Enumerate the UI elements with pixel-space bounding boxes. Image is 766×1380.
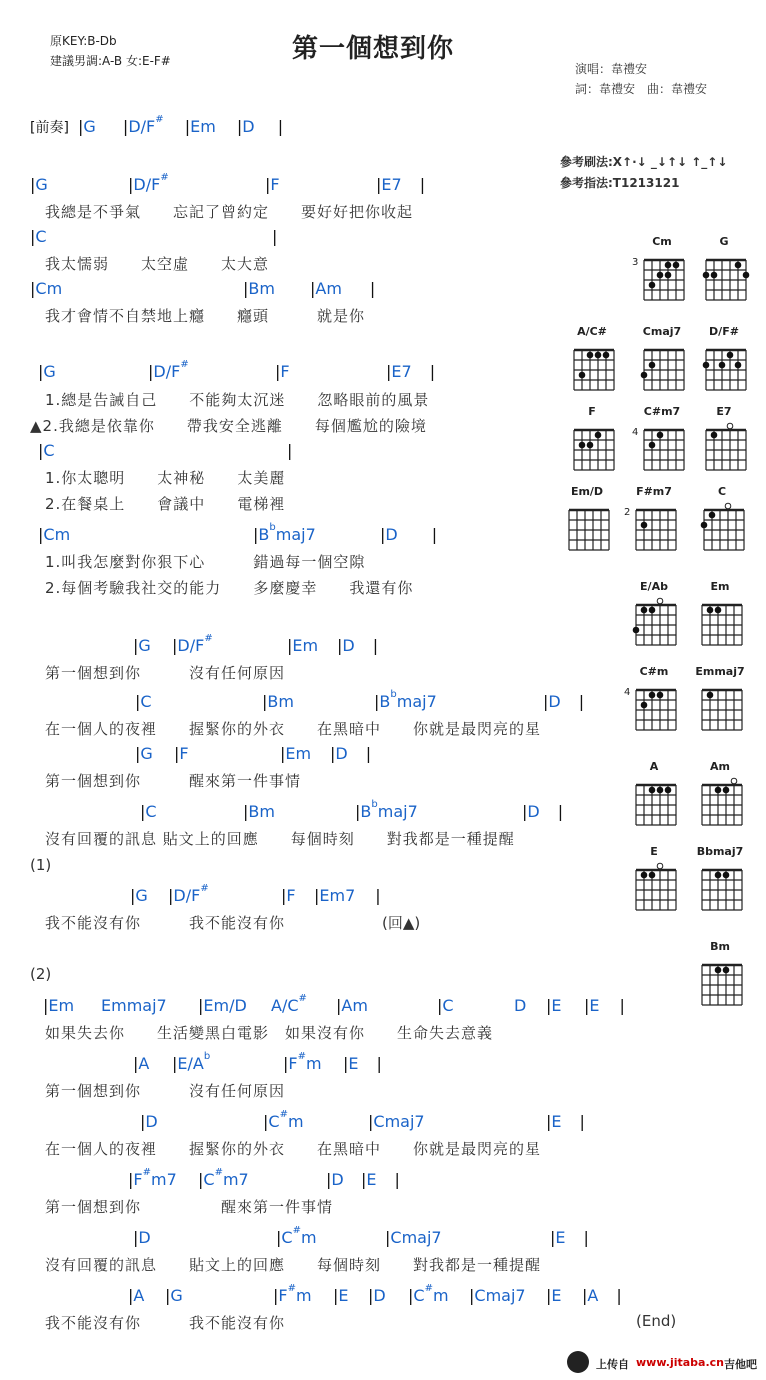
song-title: 第一個想到你: [292, 34, 455, 64]
intro-tag: [前奏]: [30, 120, 69, 136]
fretboard-grid: [632, 682, 684, 734]
site-name: 吉他吧: [724, 1358, 757, 1371]
end-label: (End): [636, 1312, 677, 1330]
finger-dot: [743, 272, 750, 279]
finger-dot: [649, 282, 656, 289]
finger-dot: [723, 872, 730, 879]
finger-dot: [665, 262, 672, 269]
finger-dot: [595, 432, 602, 439]
fretboard-grid: [632, 597, 684, 649]
fretboard-grid: [702, 422, 754, 474]
finger-dot: [641, 702, 648, 709]
fretboard-grid: [698, 777, 750, 829]
finger-dot: [727, 352, 734, 359]
finger-dot: [709, 512, 716, 519]
chord: D/F#: [128, 114, 164, 136]
finger-dot: [725, 503, 731, 509]
chord-diagram-label: F#m7: [636, 485, 672, 498]
finger-dot: [673, 262, 680, 269]
finger-dot: [715, 967, 722, 974]
chord-diagram: [624, 485, 684, 554]
finger-dot: [657, 787, 664, 794]
chord-diagram: [698, 940, 750, 1009]
finger-dot: [657, 863, 663, 869]
chord-diagram-label: E: [650, 845, 658, 858]
chord-diagram: [698, 760, 750, 829]
chord-diagram-label: Bm: [710, 940, 730, 953]
chord-diagram-label: C: [717, 485, 727, 498]
chord-diagram-label: Am: [710, 760, 730, 773]
finger-dot: [711, 272, 718, 279]
upload-label: 上传自: [596, 1358, 629, 1371]
chord: G: [83, 117, 96, 136]
lyric-line: 我太懦弱 太空虛 太大意: [45, 255, 270, 273]
chord-diagram-label: Em/D: [570, 485, 604, 498]
finger-dot: [603, 352, 610, 359]
chord-diagram: [640, 325, 692, 394]
chord-diagram: [702, 325, 754, 394]
chord-diagram: [632, 405, 692, 474]
chord-line: |G: [30, 175, 48, 194]
lyric-line: 在一個人的夜裡 握緊你的外衣 在黑暗中 你就是最閃亮的星: [45, 1140, 542, 1158]
finger-dot: [735, 262, 742, 269]
fretboard-grid: [698, 597, 750, 649]
fret-number: 2: [624, 507, 631, 518]
finger-dot: [657, 598, 663, 604]
lyric-line: 第一個想到你 沒有任何原因: [45, 664, 286, 682]
finger-dot: [595, 352, 602, 359]
fretboard-grid: [632, 862, 684, 914]
chord-diagram: [565, 485, 617, 554]
finger-dot: [657, 272, 664, 279]
singer-credit: 演唱：韋禮安: [575, 62, 648, 76]
original-key: 原KEY:B-Db: [50, 34, 117, 48]
finger-dot: [711, 432, 718, 439]
guitar-logo-icon: [567, 1351, 589, 1373]
chord-diagram: [632, 235, 692, 304]
finger-dot: [703, 272, 710, 279]
fretboard-grid: [698, 682, 750, 734]
lyric-line: 第一個想到你 沒有任何原因: [45, 1082, 286, 1100]
lyric-line: 2.每個考驗我社交的能力 多麼慶幸 我還有你: [45, 579, 414, 597]
repeat-label: (回▲): [382, 914, 421, 932]
finger-dot: [641, 522, 648, 529]
chord-diagram-label: A/C#: [577, 325, 607, 338]
fretboard-grid: [565, 502, 617, 554]
finger-dot: [715, 872, 722, 879]
chord-diagram-label: E/Ab: [640, 580, 668, 593]
chord-diagram: [624, 665, 684, 734]
finger-dot: [703, 362, 710, 369]
fretboard-grid: [698, 862, 750, 914]
chord-diagram-label: F: [588, 405, 596, 418]
fretboard-grid: [570, 422, 622, 474]
lyric-line: 我總是不爭氣 忘記了曾約定 要好好把你收起: [45, 203, 414, 221]
writer-credit: 詞：韋禮安 曲：韋禮安: [575, 82, 708, 96]
fretboard-grid: [640, 342, 692, 394]
lyric-line: 1.叫我怎麼對你狠下心 錯過每一個空隙: [45, 553, 366, 571]
chord: Em: [190, 117, 216, 136]
fretboard-grid: [702, 252, 754, 304]
fret-number: 4: [624, 687, 631, 698]
strum-pattern: 參考刷法:X↑·↓ _↓↑↓ ↑_↑↓: [560, 155, 728, 169]
finger-dot: [727, 423, 733, 429]
finger-dot: [723, 967, 730, 974]
chord-diagram: [702, 235, 754, 304]
lyric-line: 沒有回覆的訊息 貼文上的回應 每個時刻 對我都是一種提醒: [45, 830, 515, 848]
fretboard-grid: [640, 422, 692, 474]
chord-diagram: [632, 580, 684, 649]
intro-line: [前奏] |G |D/F# |Em |D |: [30, 114, 284, 136]
chord-diagram-label: Cmaj7: [642, 325, 682, 338]
lyric-line: 第一個想到你 醒來第一件事情: [45, 772, 302, 790]
chord-diagram: [702, 405, 754, 474]
finger-dot: [735, 362, 742, 369]
finger-dot: [649, 442, 656, 449]
finger-dot: [649, 607, 656, 614]
lyric-line: 我才會情不自禁地上癮 癮頭 就是你: [45, 307, 366, 325]
chord-diagram: [632, 760, 684, 829]
finger-dot: [719, 362, 726, 369]
lyric-line: 我不能沒有你 我不能沒有你: [45, 1314, 286, 1332]
section-label-2: (2): [30, 965, 52, 983]
finger-dot: [579, 442, 586, 449]
finger-dot: [731, 778, 737, 784]
fretboard-grid: [700, 502, 752, 554]
site-url[interactable]: www.jitaba.cn: [636, 1356, 725, 1369]
fret-number: 3: [632, 257, 639, 268]
finger-dot: [649, 362, 656, 369]
fretboard-grid: [640, 252, 692, 304]
lyric-line: 1.你太聰明 太神秘 太美麗: [45, 469, 286, 487]
chord: D: [242, 117, 255, 136]
chord-diagram: [695, 665, 750, 734]
chord-diagram-label: C#m: [639, 665, 669, 678]
finger-dot: [587, 352, 594, 359]
finger-dot: [715, 787, 722, 794]
chord-diagram: [632, 845, 684, 914]
finger-dot: [579, 372, 586, 379]
chord-diagram-label: D/F#: [709, 325, 739, 338]
chord-diagram-label: C#m7: [643, 405, 681, 418]
lyric-line: ▲2.我總是依靠你 帶我安全逃離 每個尷尬的險境: [30, 417, 427, 435]
finger-dot: [641, 372, 648, 379]
fretboard-grid: [632, 502, 684, 554]
fretboard-grid: [632, 777, 684, 829]
lyric-line: 第一個想到你 醒來第一件事情: [45, 1198, 334, 1216]
lyric-line: 2.在餐桌上 會議中 電梯裡: [45, 495, 286, 513]
lyric-line: 在一個人的夜裡 握緊你的外衣 在黑暗中 你就是最閃亮的星: [45, 720, 542, 738]
finger-dot: [633, 627, 640, 634]
finger-dot: [701, 522, 708, 529]
finger-dot: [715, 607, 722, 614]
lyric-line: 沒有回覆的訊息 貼文上的回應 每個時刻 對我都是一種提醒: [45, 1256, 542, 1274]
finger-pattern: 參考指法:T1213121: [560, 176, 680, 190]
fretboard-grid: [570, 342, 622, 394]
finger-dot: [649, 692, 656, 699]
chord-diagram: [698, 580, 750, 649]
chord-diagram: [700, 485, 752, 554]
chord-diagram: [570, 325, 622, 394]
finger-dot: [649, 787, 656, 794]
chord-diagram-label: G: [719, 235, 729, 248]
finger-dot: [649, 872, 656, 879]
fret-number: 4: [632, 427, 639, 438]
lyric-line: 我不能沒有你 我不能沒有你: [45, 914, 286, 932]
finger-dot: [641, 607, 648, 614]
finger-dot: [707, 607, 714, 614]
finger-dot: [657, 692, 664, 699]
finger-dot: [657, 432, 664, 439]
lyric-line: 如果失去你 生活變黑白電影 如果沒有你 生命失去意義: [45, 1024, 494, 1042]
chord-diagram-label: A: [649, 760, 659, 773]
finger-dot: [587, 442, 594, 449]
chord-diagram-label: E7: [716, 405, 732, 418]
chord-diagram: [570, 405, 622, 474]
fretboard-grid: [698, 957, 750, 1009]
chord-diagram-label: Emmaj7: [695, 665, 745, 678]
chord-diagram-label: Bbmaj7: [696, 845, 744, 858]
chord-diagram: [698, 845, 750, 914]
lyric-line: 1.總是告誡自己 不能夠太沉迷 忽略眼前的風景: [45, 391, 430, 409]
finger-dot: [665, 787, 672, 794]
section-label-1: (1): [30, 856, 52, 874]
fretboard-grid: [702, 342, 754, 394]
finger-dot: [723, 787, 730, 794]
finger-dot: [707, 692, 714, 699]
suggested-key: 建議男調:A-B 女:E-F#: [50, 54, 171, 68]
finger-dot: [641, 872, 648, 879]
finger-dot: [665, 272, 672, 279]
chord-diagram-label: Em: [710, 580, 730, 593]
chord-diagram-label: Cm: [652, 235, 672, 248]
